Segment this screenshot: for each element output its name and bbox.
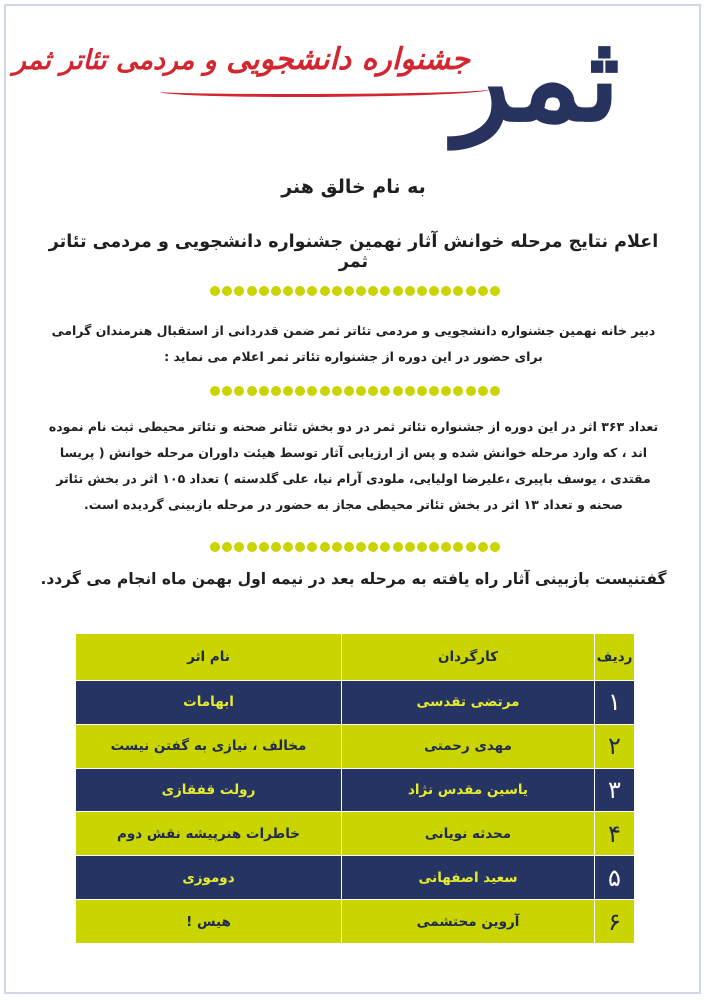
divider-dot bbox=[247, 386, 257, 396]
divider-dot bbox=[283, 542, 293, 552]
review-notice: گفتنیست بازبینی آثار راه یافته به مرحله بعد در نیمه اول بهمن ماه انجام می گردد. bbox=[40, 570, 667, 588]
divider-dot bbox=[344, 386, 354, 396]
divider-dot bbox=[332, 386, 342, 396]
divider-dot bbox=[478, 286, 488, 296]
divider-dot bbox=[210, 542, 220, 552]
director-cell: محدثه نویانی bbox=[342, 812, 595, 856]
divider-dot bbox=[222, 286, 232, 296]
divider-dot bbox=[222, 542, 232, 552]
divider-dot bbox=[247, 286, 257, 296]
divider-dot bbox=[368, 286, 378, 296]
divider-dot bbox=[429, 286, 439, 296]
logo-title-rest: و مردمی تئاتر ثمر bbox=[12, 45, 227, 76]
divider-dot bbox=[283, 286, 293, 296]
divider-dot bbox=[393, 386, 403, 396]
director-cell: یاسین مقدس نژاد bbox=[342, 768, 595, 812]
divider-dot bbox=[247, 542, 257, 552]
header-work: نام اثر bbox=[76, 634, 342, 681]
dot-divider bbox=[210, 384, 500, 398]
divider-dot bbox=[417, 386, 427, 396]
logo-title bbox=[13, 42, 470, 77]
divider-dot bbox=[271, 286, 281, 296]
divider-dot bbox=[356, 286, 366, 296]
divider-dot bbox=[478, 542, 488, 552]
divider-dot bbox=[490, 286, 500, 296]
divider-dot bbox=[405, 386, 415, 396]
divider-dot bbox=[453, 286, 463, 296]
divider-dot bbox=[393, 286, 403, 296]
divider-dot bbox=[453, 542, 463, 552]
work-cell: دوموزی bbox=[76, 856, 342, 900]
logo-swoosh bbox=[160, 84, 490, 97]
page-title: اعلام نتایج مرحله خوانش آثار نهمین جشنواره دانشجویی و مردمی تئاتر ثمر bbox=[48, 232, 659, 272]
work-cell: خاطرات هنرپیشه نقش دوم bbox=[76, 812, 342, 856]
divider-dot bbox=[210, 386, 220, 396]
table-row bbox=[76, 681, 635, 725]
divider-dot bbox=[429, 542, 439, 552]
divider-dot bbox=[344, 542, 354, 552]
divider-dot bbox=[259, 386, 269, 396]
table-row bbox=[76, 900, 635, 944]
divider-dot bbox=[320, 286, 330, 296]
table-header-row bbox=[76, 634, 635, 681]
divider-dot bbox=[320, 386, 330, 396]
row-number: ۲ bbox=[595, 724, 635, 768]
divider-dot bbox=[441, 542, 451, 552]
divider-dot bbox=[441, 286, 451, 296]
dot-divider bbox=[210, 540, 500, 554]
divider-dot bbox=[295, 386, 305, 396]
divider-dot bbox=[380, 542, 390, 552]
row-number: ۱ bbox=[595, 681, 635, 725]
table-row bbox=[76, 724, 635, 768]
divider-dot bbox=[405, 542, 415, 552]
divider-dot bbox=[466, 286, 476, 296]
divider-dot bbox=[393, 542, 403, 552]
divider-dot bbox=[332, 542, 342, 552]
intro-paragraph: دبیر خانه نهمین جشنواره دانشجویی و مردمی تئاتر ثمر ضمن قدردانی از استقبال هنرمندان گرامی برای حضور در این دوره از جشنواره تئاتر ثمر اعلام می نماید : bbox=[51, 323, 656, 364]
divider-dot bbox=[332, 286, 342, 296]
table-row bbox=[76, 856, 635, 900]
festival-logo bbox=[12, 9, 620, 154]
director-cell: آروین محتشمی bbox=[342, 900, 595, 944]
divider-dot bbox=[429, 386, 439, 396]
dot-divider bbox=[210, 284, 500, 298]
row-number: ۵ bbox=[595, 856, 635, 900]
table-row bbox=[76, 812, 635, 856]
header-row-number: ردیف bbox=[595, 634, 635, 681]
divider-dot bbox=[210, 286, 220, 296]
divider-dot bbox=[490, 386, 500, 396]
director-cell: سعید اصفهانی bbox=[342, 856, 595, 900]
divider-dot bbox=[417, 286, 427, 296]
bismillah: به نام خالق هنر bbox=[281, 176, 426, 198]
divider-dot bbox=[271, 386, 281, 396]
divider-dot bbox=[490, 542, 500, 552]
divider-dot bbox=[307, 386, 317, 396]
divider-dot bbox=[466, 386, 476, 396]
divider-dot bbox=[380, 286, 390, 296]
divider-dot bbox=[344, 286, 354, 296]
table-row bbox=[76, 768, 635, 812]
divider-dot bbox=[320, 542, 330, 552]
row-number: ۶ bbox=[595, 900, 635, 944]
divider-dot bbox=[234, 542, 244, 552]
divider-dot bbox=[453, 386, 463, 396]
divider-dot bbox=[259, 542, 269, 552]
work-cell: مخالف ، نیازی به گفتن نیست bbox=[76, 724, 342, 768]
divider-dot bbox=[307, 542, 317, 552]
divider-dot bbox=[295, 286, 305, 296]
divider-dot bbox=[283, 386, 293, 396]
divider-dot bbox=[466, 542, 476, 552]
divider-dot bbox=[271, 542, 281, 552]
divider-dot bbox=[259, 286, 269, 296]
director-cell: مرتضی تقدسی bbox=[342, 681, 595, 725]
divider-dot bbox=[356, 386, 366, 396]
divider-dot bbox=[234, 286, 244, 296]
header-director: کارگردان bbox=[342, 634, 595, 681]
divider-dot bbox=[356, 542, 366, 552]
director-cell: مهدی رحمتی bbox=[342, 724, 595, 768]
work-cell: هیس ! bbox=[76, 900, 342, 944]
divider-dot bbox=[234, 386, 244, 396]
divider-dot bbox=[307, 286, 317, 296]
divider-dot bbox=[417, 542, 427, 552]
divider-dot bbox=[368, 542, 378, 552]
divider-dot bbox=[405, 286, 415, 296]
row-number: ۳ bbox=[595, 768, 635, 812]
logo-mark: ثمر bbox=[453, 9, 620, 148]
divider-dot bbox=[380, 386, 390, 396]
results-table bbox=[75, 633, 635, 944]
divider-dot bbox=[441, 386, 451, 396]
results-paragraph: تعداد ۳۶۳ اثر در این دوره از جشنواره تئاتر ثمر در دو بخش تئاتر صحنه و تئاتر محیطی ثبت نام نموده اند ، که وارد مرحله خوانش شده و پس از ارزیابی آثار توسط هیئت داوران مرحله خوانش ( پریسا مقتدی ، یوسف باپیری ،علیرضا اولیایی، ملودی آرام نیا، علی گلدسته ) تعداد ۱۰۵ اثر در بخش تئاتر صحنه و تعداد ۱۳ اثر در بخش تئاتر محیطی مجاز به حضور در مرحله بازبینی گردیده است. bbox=[48, 419, 659, 512]
divider-dot bbox=[478, 386, 488, 396]
divider-dot bbox=[368, 386, 378, 396]
work-cell: رولت قفقازی bbox=[76, 768, 342, 812]
work-cell: ابهامات bbox=[76, 681, 342, 725]
logo-title-first: جشنواره دانشجویی bbox=[226, 42, 470, 77]
divider-dot bbox=[295, 542, 305, 552]
row-number: ۴ bbox=[595, 812, 635, 856]
divider-dot bbox=[222, 386, 232, 396]
